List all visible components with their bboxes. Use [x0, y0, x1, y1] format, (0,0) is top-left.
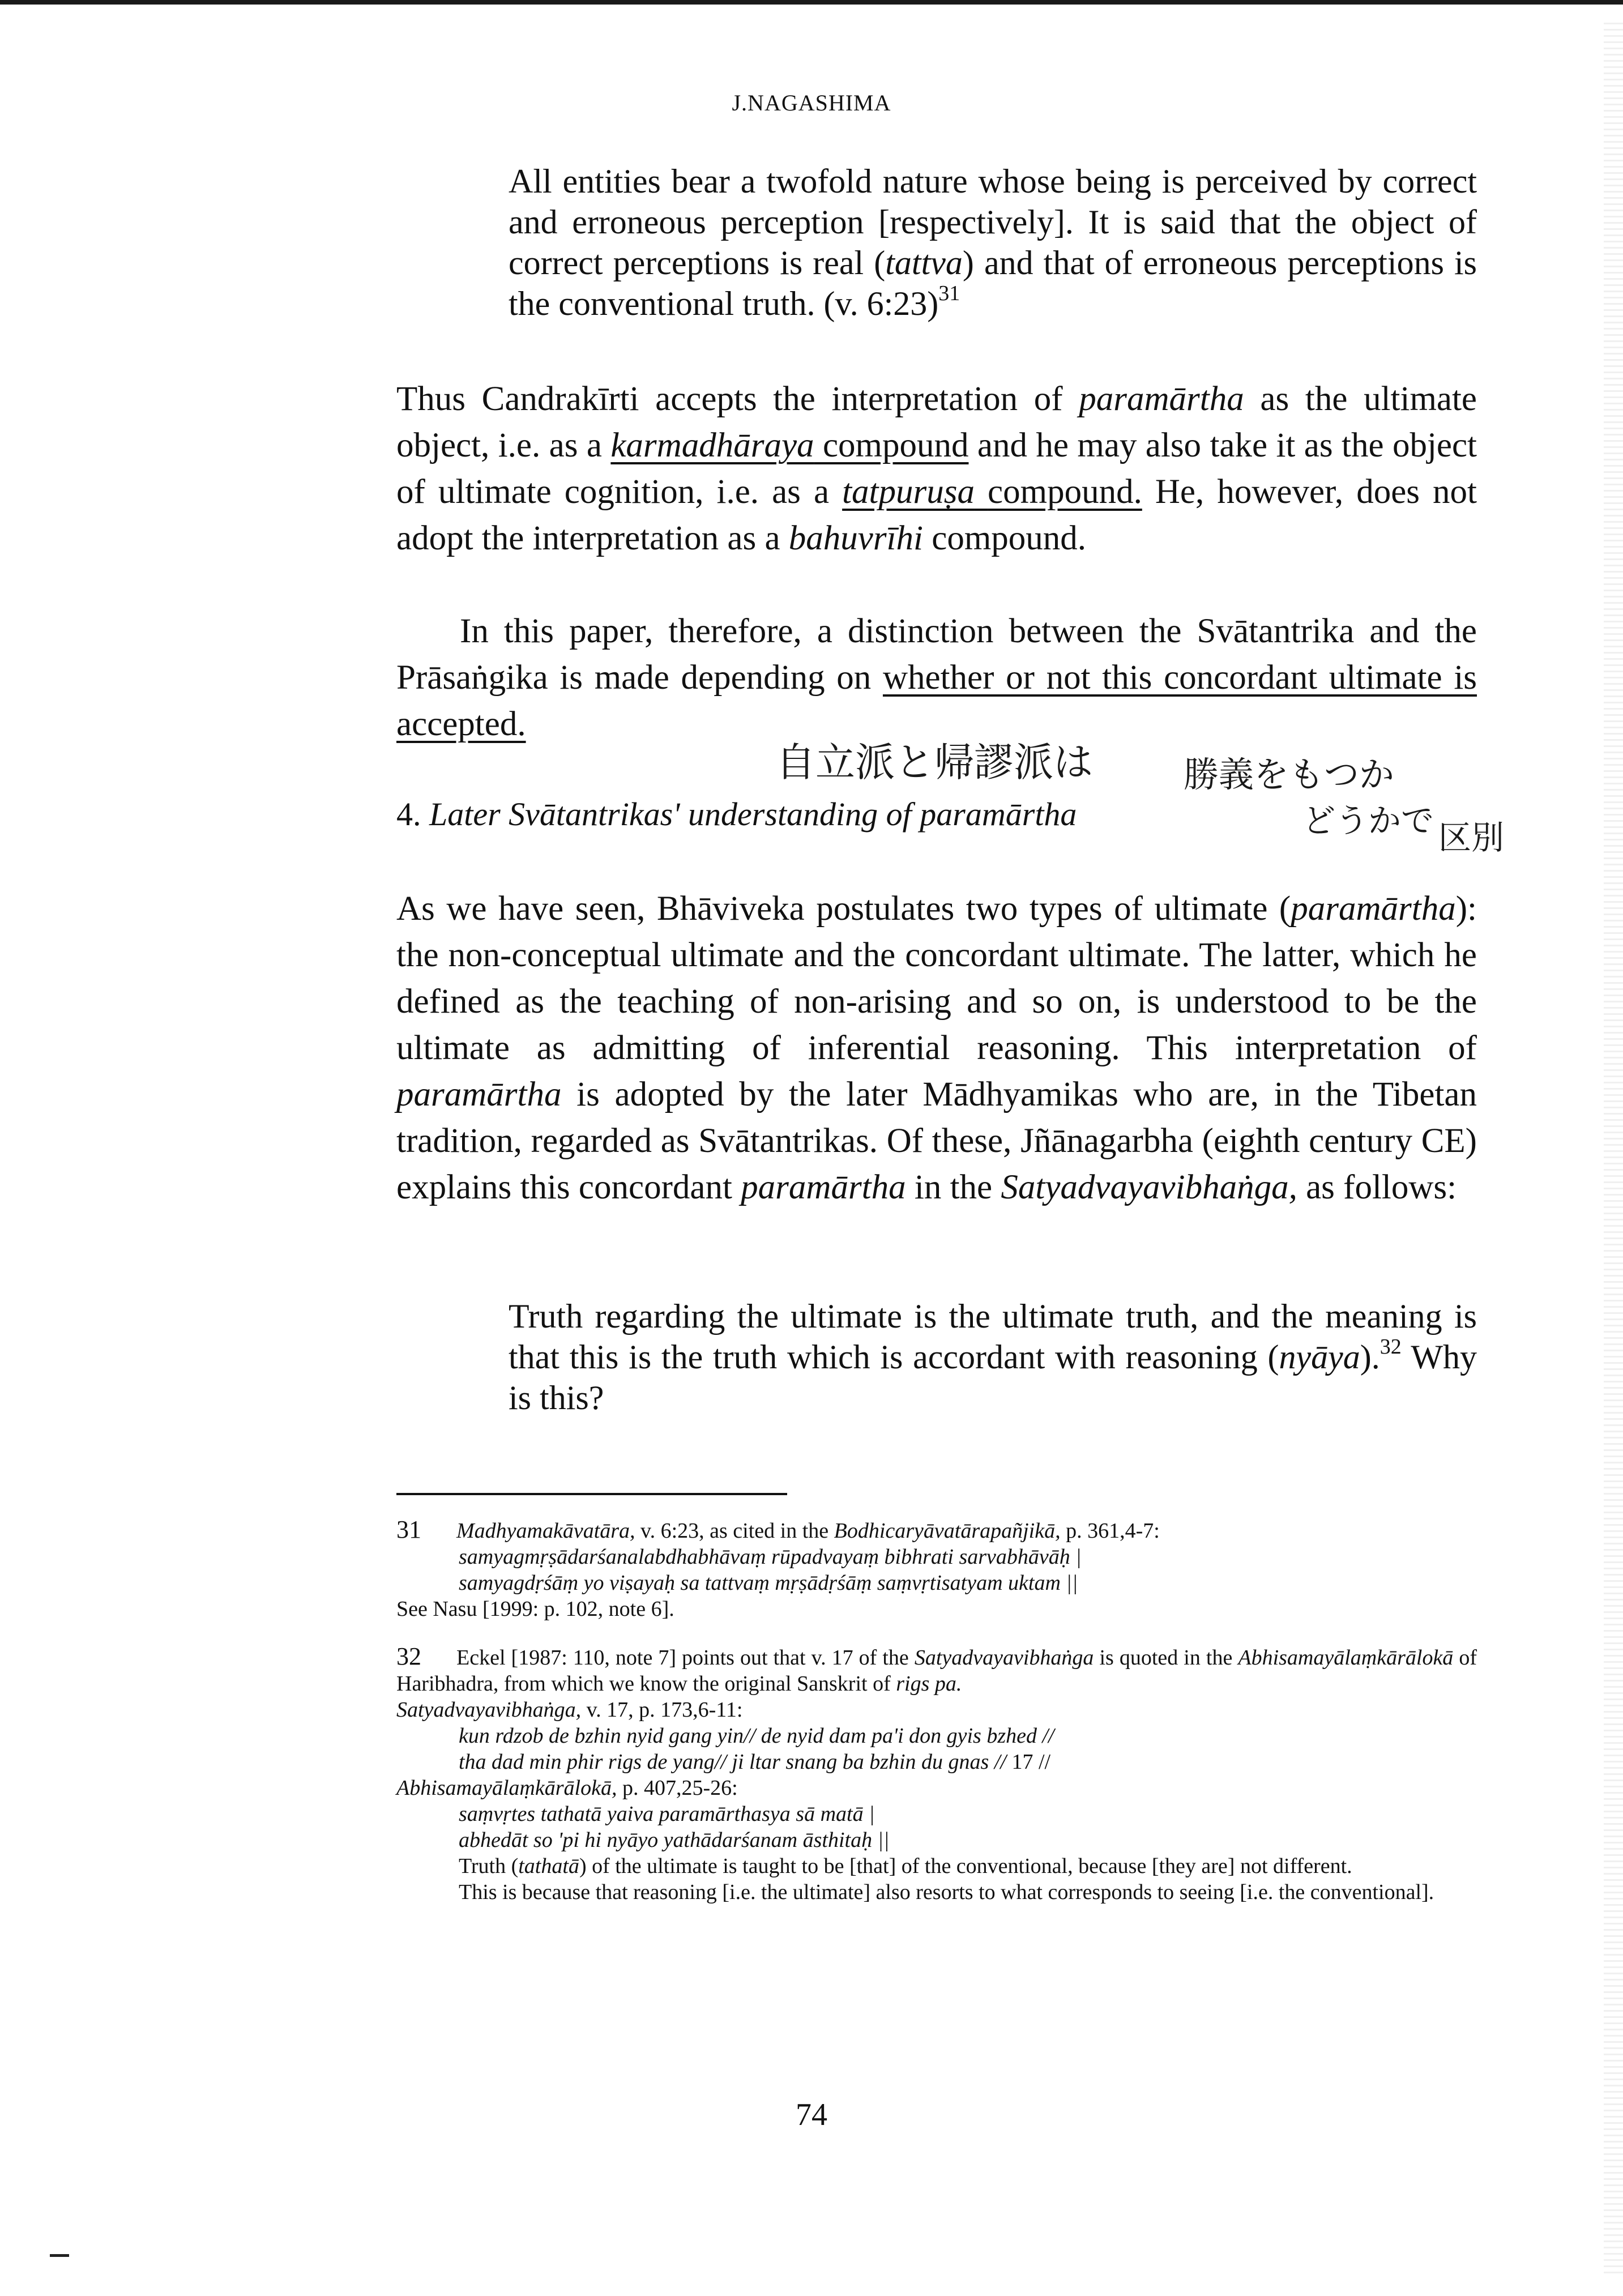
fn32-sanskrit-2: abhedāt so 'pi hi nyāyo yathādarśanam āsthitaḥ || — [459, 1828, 890, 1852]
footnote-32 — [396, 1644, 1477, 1905]
footnote-31 — [396, 1517, 1477, 1622]
handwritten-annotation — [764, 719, 1614, 867]
fn32-rigs: rigs pa. — [896, 1672, 962, 1696]
handwriting-line-2: 勝義をもつか — [1184, 754, 1395, 795]
block-quote-2 — [509, 1296, 1477, 1418]
fn32-sdv-ref-rest: v. 17, p. 173,6-11: — [581, 1698, 743, 1722]
fn32-translation-1b: ) of the ultimate is taught to be [that] of the conventional, because [they are] not different. — [579, 1854, 1352, 1878]
fn32-aal-ref-rest: p. 407,25-26: — [617, 1776, 738, 1800]
para1-compound-2: compound. — [988, 473, 1142, 511]
fn32-translation-1a: Truth ( — [459, 1854, 519, 1878]
quote2-text-1: Truth regarding the ultimate is the ultimate truth, and the meaning is that this is the truth which is accordant with reasoning ( — [509, 1298, 1477, 1376]
term-paramartha-a: paramārtha — [1291, 890, 1456, 928]
fn32-sdv: Satyadvayavibhaṅga — [914, 1646, 1094, 1670]
para3-text-3: is adopted by the later Mādhyamikas who are, in the Tibetan tradition, regarded as Svātantrikas. Of these, Jñānagarbha (eighth century CE) explains this concordant — [396, 1076, 1477, 1206]
para2-underlined: whether or not this concordant ultimate is accepted. — [396, 659, 1477, 743]
scan-mark — [50, 2254, 69, 2257]
running-head: J.NAGASHIMA — [732, 90, 891, 116]
footnote-31-number: 31 — [396, 1516, 421, 1543]
section-heading — [396, 794, 1077, 835]
footnote-32-number: 32 — [396, 1642, 421, 1670]
footnote-rule — [396, 1493, 787, 1495]
fn31-bcp: Bodhicaryāvatārapañjikā, — [834, 1519, 1061, 1543]
para1-text-3: and he may also take it as the object of ultimate cognition, i.e. as a — [396, 426, 1477, 511]
section-number: 4. — [396, 796, 421, 833]
fn32-tibetan-2: tha dad min phir rigs de yang// ji ltar snang ba bzhin du gnas // — [459, 1750, 1012, 1774]
para3-text-1: As we have seen, Bhāviveka postulates two types of ultimate ( — [396, 890, 1291, 928]
para3-text-5: as follows: — [1297, 1168, 1457, 1206]
fn32-tibetan-1: kun rdzob de bzhin nyid gang yin// de nyid dam pa'i don gyis bzhed // — [459, 1724, 1054, 1748]
para1-text-2: as the ultimate object, i.e. as a — [396, 380, 1477, 464]
fn32-text-1: Eckel [1987: 110, note 7] points out that v. 17 of the — [456, 1646, 915, 1670]
para1-text-4: He, however, does not adopt the interpretation as a — [396, 473, 1477, 557]
handwriting-line-1: 自立派と帰謬派は — [776, 739, 1093, 786]
scan-right-edge — [1604, 23, 1623, 2277]
handwriting-line-4: 区別 — [1438, 818, 1505, 857]
quote1-text-a: All entities bear a twofold nature whose being is perceived by correct and erroneous perception [respectively]. It is said that the object of correct perceptions is real ( — [509, 163, 1477, 281]
fn32-sdv-ref-title: Satyadvayavibhaṅga, — [396, 1698, 582, 1722]
quote2-text-3: Why is this? — [509, 1338, 1477, 1416]
term-paramartha: paramārtha — [1079, 380, 1244, 418]
para2-text-1: In this paper, therefore, a distinction between the Svātantrika and the Prāsaṅgika is made depending on — [396, 612, 1477, 697]
scan-top-edge — [0, 0, 1623, 5]
term-bahuvrihi: bahuvrīhi — [788, 519, 923, 557]
term-nyaya: nyāya — [1279, 1338, 1360, 1376]
paragraph-1 — [396, 376, 1477, 562]
term-tatpurusa: tatpuruṣa — [842, 473, 975, 511]
fn31-see: See Nasu [1999: p. 102, note 6]. — [396, 1597, 674, 1621]
term-tattva: tattva — [885, 244, 963, 281]
term-paramartha-c: paramārtha — [741, 1168, 906, 1206]
para1-text-5: compound. — [923, 519, 1087, 557]
para1-text-1: Thus Candrakīrti accepts the interpretation of — [396, 380, 1079, 418]
para1-compound-1: compound — [814, 426, 969, 464]
page-number: 74 — [796, 2097, 827, 2132]
footnote-ref-31[interactable]: 31 — [938, 281, 960, 305]
fn32-text-2: is quoted in the — [1094, 1646, 1238, 1670]
para3-text-2: ): the non-conceptual ultimate and the concordant ultimate. The latter, which he defined as the teaching of non-arising and so on, is understood to be the ultimate as admitting of inferential reasoning. This interpretation of — [396, 890, 1477, 1067]
para3-text-4: in the — [906, 1168, 1001, 1206]
fn32-aal: Abhisamayālaṃkārālokā — [1238, 1646, 1454, 1670]
term-paramartha-b: paramārtha — [396, 1076, 562, 1113]
fn31-verse-2: samyagdṛśāṃ yo viṣayaḥ sa tattvaṃ mṛṣādṛśāṃ saṃvṛtisatyam uktam || — [459, 1571, 1078, 1595]
term-karmadharaya: karmadhāraya — [610, 426, 814, 464]
fn31-source-rest: v. 6:23, as cited in the — [635, 1519, 834, 1543]
fn31-verse-1: samyagmṛṣādarśanalabdhabhāvaṃ rūpadvayaṃ bibhrati sarvabhāvāḥ | — [459, 1545, 1082, 1569]
fn32-text-3: of Haribhadra, from which we know the original Sanskrit of — [396, 1646, 1477, 1696]
fn32-translation-2: This is because that reasoning [i.e. the ultimate] also resorts to what corresponds to seeing [i.e. the conventional]. — [459, 1880, 1434, 1904]
fn31-source-title: Madhyamakāvatāra, — [456, 1519, 635, 1543]
paragraph-3 — [396, 886, 1477, 1211]
fn32-tibetan-2-num: 17 // — [1011, 1750, 1051, 1774]
fn32-sanskrit-1: saṃvṛtes tathatā yaiva paramārthasya sā matā | — [459, 1802, 875, 1826]
fn32-aal-ref-title: Abhisamayālaṃkārālokā, — [396, 1776, 617, 1800]
quote1-text-b: ) and that of erroneous perceptions is the conventional truth. (v. 6:23) — [509, 244, 1477, 322]
term-satyadvayavibhanga: Satyadvayavibhaṅga, — [1001, 1168, 1297, 1206]
handwriting-line-3: どうかで — [1302, 801, 1434, 840]
quote2-text-2: ). — [1360, 1338, 1380, 1376]
fn32-tathata: tathatā — [518, 1854, 579, 1878]
section-title: Later Svātantrikas' understanding of paramārtha — [429, 796, 1077, 833]
block-quote-1 — [509, 161, 1477, 324]
footnote-ref-32[interactable]: 32 — [1379, 1335, 1402, 1359]
fn31-pages: p. 361,4-7: — [1060, 1519, 1160, 1543]
